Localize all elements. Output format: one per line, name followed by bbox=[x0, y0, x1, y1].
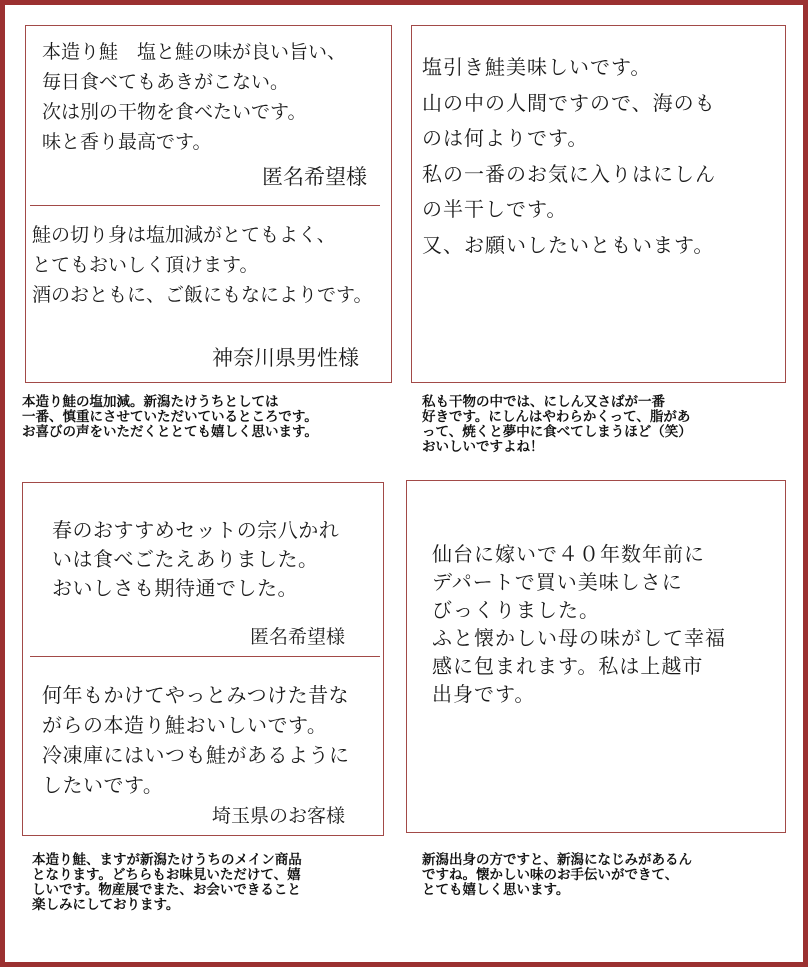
review-line: 酒のおともに、ご飯にもなによりです。 bbox=[32, 284, 373, 306]
review-text bbox=[42, 37, 346, 157]
review-line: 鮭の切り身は塩加減がとてもよく、 bbox=[32, 224, 336, 246]
review-line: 冷凍庫にはいつも鮭があるように bbox=[42, 743, 350, 767]
review-divider bbox=[30, 656, 380, 657]
review-line: 塩引き鮭美味しいです。 bbox=[422, 55, 652, 79]
reply-line: お喜びの声をいただくととても嬉しく思います。 bbox=[22, 424, 318, 440]
review-line: ふと懐かしい母の味がして幸福 bbox=[432, 626, 726, 650]
reply-line: 新潟出身の方ですと、新潟になじみがあるん bbox=[422, 852, 692, 868]
review-line: 山の中の人間ですので、海のも bbox=[422, 90, 716, 115]
reply-line: しいです。物産展でまた、お会いできること bbox=[32, 882, 301, 898]
shop-reply bbox=[32, 853, 302, 913]
reply-line: ですね。懐かしい味のお手伝いができて、 bbox=[422, 867, 679, 883]
reply-line: おいしいですよね！ bbox=[422, 439, 544, 455]
review-line: 毎日食べてもあきがこない。 bbox=[42, 71, 290, 93]
review-line: 本造り鮭 塩と鮭の味が良い旨い、 bbox=[42, 41, 347, 63]
review-line: の半干しです。 bbox=[422, 197, 568, 221]
review-text bbox=[32, 220, 372, 310]
reviewer-signature: 匿名希望様 bbox=[250, 626, 346, 648]
review-line: 味と香り最高です。 bbox=[42, 131, 212, 153]
review-divider bbox=[30, 205, 380, 206]
review-text bbox=[42, 680, 350, 800]
review-line: 仙台に嫁いで４０年数年前に bbox=[432, 542, 705, 566]
review-line: 私の一番のお気に入りはにしん bbox=[422, 161, 716, 186]
reply-line: とても嬉しく思います。 bbox=[422, 882, 570, 898]
review-line: のは何よりです。 bbox=[422, 126, 589, 150]
reply-line: 一番、慎重にさせていただいているところです。 bbox=[22, 409, 318, 425]
reviewer-signature: 埼玉県のお客様 bbox=[212, 805, 346, 827]
review-line: 感に包まれます。私は上越市 bbox=[432, 654, 704, 678]
reply-line: となります。どちらもお味見いただけて、嬉 bbox=[32, 867, 301, 883]
review-text bbox=[52, 516, 339, 603]
shop-reply bbox=[22, 395, 318, 440]
reviewer-signature: 神奈川県男性様 bbox=[212, 346, 359, 370]
review-line: 何年もかけてやっとみつけた昔な bbox=[42, 683, 350, 707]
reply-line: 本造り鮭の塩加減。新潟たけうちとしては bbox=[22, 394, 279, 410]
review-line: デパートで買い美味しさに bbox=[432, 570, 683, 594]
review-text bbox=[422, 50, 716, 263]
shop-reply bbox=[422, 853, 692, 898]
reply-line: 好きです。にしんはやわらかくって、脂があ bbox=[422, 409, 691, 425]
reply-line: 私も干物の中では、にしん又さばが一番 bbox=[422, 394, 665, 410]
review-line: がらの本造り鮭おいしいです。 bbox=[42, 713, 328, 737]
reply-line: 楽しみにしております。 bbox=[32, 897, 180, 913]
review-line: いは食べごたえありました。 bbox=[52, 547, 319, 571]
review-line: 又、お願いしたいともいます。 bbox=[422, 232, 715, 257]
review-line: とてもおいしく頂けます。 bbox=[32, 254, 259, 276]
review-line: びっくりました。 bbox=[432, 598, 600, 622]
review-line: したいです。 bbox=[42, 773, 164, 797]
reviewer-signature: 匿名希望様 bbox=[262, 165, 367, 189]
reply-line: 本造り鮭、ますが新潟たけうちのメイン商品 bbox=[32, 852, 302, 868]
review-line: 出身です。 bbox=[432, 682, 536, 706]
reply-line: って、焼くと夢中に食べてしまうほど（笑） bbox=[422, 424, 692, 440]
review-line: 次は別の干物を食べたいです。 bbox=[42, 101, 307, 123]
review-text bbox=[432, 540, 726, 708]
shop-reply bbox=[422, 395, 692, 455]
review-line: 春のおすすめセットの宗八かれ bbox=[52, 518, 340, 542]
review-line: おいしさも期待通でした。 bbox=[52, 576, 298, 600]
